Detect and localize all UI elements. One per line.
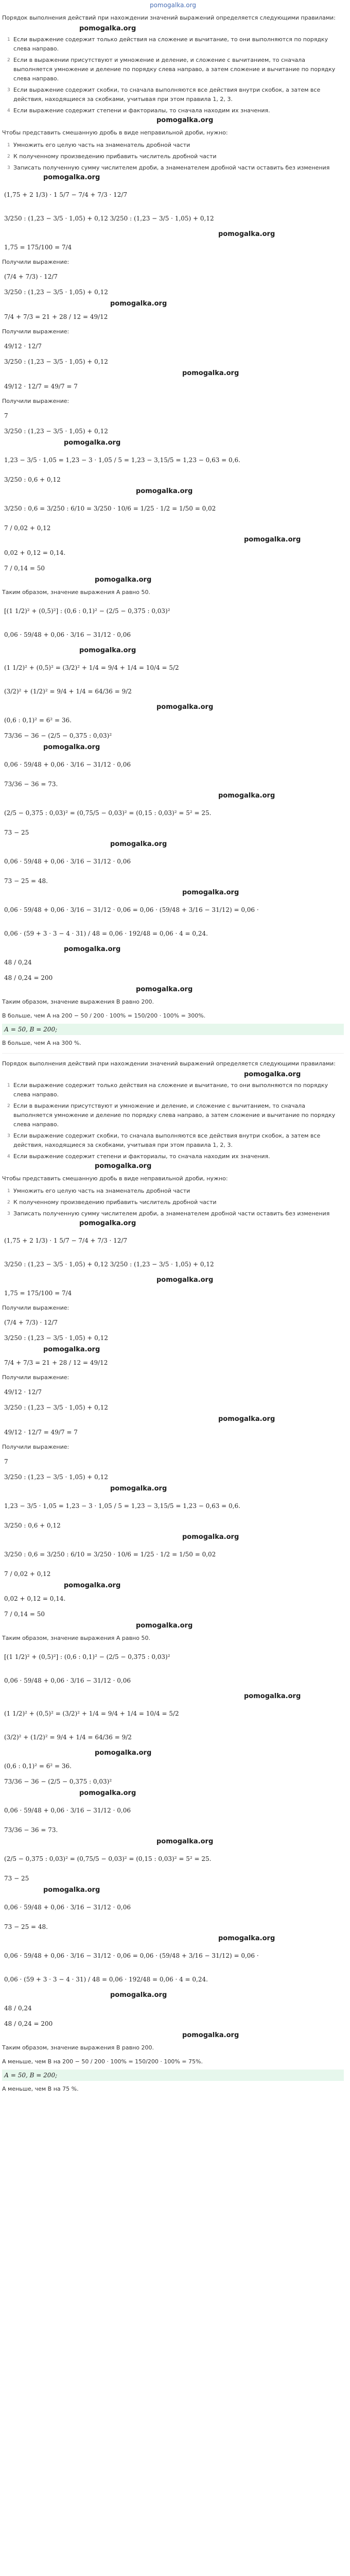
answer-note: В больше, чем А на 300 %. (2, 1040, 81, 1046)
got-expression: Получили выражение: (2, 1304, 69, 1311)
watermark-text: pomogalka.org (218, 230, 275, 238)
equation-line: 7 (4, 1458, 8, 1465)
equation-line: 0,06 · 59/48 + 0,06 · 3/16 − 31/12 · 0,06 (4, 631, 131, 638)
equation-line: 49/12 · 12/7 (4, 1388, 42, 1396)
rule-item: 2 Если в выражении присутствуют и умножение и деление, и сложение с вычитанием, то сначала выполняется умножение и деление по порядку слева направо, а затем сложение и вычитание по порядку слева направо. (7, 1103, 336, 1128)
equation-line: 3/250 : (1,23 − 3/5 · 1,05) + 0,12 3/250 : (1,23 − 3/5 · 1,05) + 0,12 (4, 1261, 214, 1268)
watermark-line (2, 792, 344, 801)
watermark-text: pomogalka.org (182, 889, 239, 896)
watermark-text: pomogalka.org (110, 840, 167, 848)
mixed-intro: Чтобы представить смешанную дробь в виде неправильной дроби, нужно: (2, 129, 228, 136)
watermark-text: pomogalka.org (218, 792, 275, 800)
watermark-line (2, 1582, 344, 1591)
equation-line: 73/36 − 36 − (2/5 − 0,375 : 0,03)² (4, 732, 112, 739)
section-divider (2, 1053, 344, 1054)
watermark-line (2, 1749, 344, 1758)
equation-line: 3/250 : (1,23 − 3/5 · 1,05) + 0,12 (4, 1334, 108, 1342)
equation-line: 0,06 · 59/48 + 0,06 · 3/16 − 31/12 · 0,06 = 0,06 · (59/48 + 3/16 − 31/12) = 0,06 · (4, 1952, 259, 1959)
equation-line: 1,23 − 3/5 · 1,05 = 1,23 − 3 · 1,05 / 5 = 1,23 − 3,15/5 = 1,23 − 0,63 = 0,6. (4, 456, 240, 464)
equation-line: 73 − 25 = 48. (4, 877, 48, 885)
site-header[interactable]: pomogalka.org (150, 2, 196, 9)
watermark-line (2, 1276, 344, 1285)
equation-line: (1 1/2)² + (0,5)² = (3/2)² + 1/4 = 9/4 + 1/4 = 10/4 = 5/2 (4, 1710, 179, 1717)
watermark-line (2, 703, 344, 713)
result-b: Таким образом, значение выражения В равно 200. (2, 2044, 154, 2051)
watermark-line (2, 439, 344, 448)
rules-list (2, 1080, 344, 1162)
rule-bullet: 1 (7, 1189, 10, 1194)
equation-line: 7 / 0,02 + 0,12 (4, 1570, 51, 1578)
rule-bullet: 4 (7, 1154, 10, 1159)
watermark-text: pomogalka.org (244, 1692, 301, 1700)
watermark-text: pomogalka.org (43, 743, 100, 751)
watermark-text: pomogalka.org (64, 439, 121, 447)
watermark-line (2, 743, 344, 753)
rule-bullet: 3 (7, 165, 10, 171)
equation-line: 48 / 0,24 (4, 2005, 32, 2012)
watermark-line (2, 1346, 344, 1355)
watermark-text: pomogalka.org (43, 1886, 100, 1894)
equation-line: 0,06 · 59/48 + 0,06 · 3/16 − 31/12 · 0,06 (4, 858, 131, 865)
rule-bullet: 2 (7, 58, 10, 63)
watermark-text: pomogalka.org (218, 1415, 275, 1423)
solution-content (2, 11, 344, 2096)
equation-line: 0,06 · 59/48 + 0,06 · 3/16 − 31/12 · 0,06 = 0,06 · (59/48 + 3/16 − 31/12) = 0,06 · (4, 906, 259, 913)
got-expression: Получили выражение: (2, 328, 69, 335)
rule-bullet: 3 (7, 1211, 10, 1216)
rule-bullet: 2 (7, 154, 10, 159)
mixed-rules-list (2, 1185, 344, 1219)
rule-item: 1 Если выражение содержит только действия на сложение и вычитание, то они выполняются по порядку слева направо. (7, 1082, 328, 1098)
equation-line: 7 / 0,14 = 50 (4, 565, 45, 572)
mixed-rule-item: 2 К полученному произведению прибавить числитель дробной части (7, 1197, 344, 1208)
equation-line: 48 / 0,24 (4, 959, 32, 966)
equation-line: 1,75 = 175/100 = 7/4 (4, 1290, 72, 1297)
result-a: Таким образом, значение выражения А равно 50. (2, 1635, 150, 1641)
watermark-line (2, 1838, 344, 1847)
result-b: Таким образом, значение выражения В равно 200. (2, 998, 154, 1005)
watermark-line (2, 1415, 344, 1425)
equation-line: 73/36 − 36 = 73. (4, 1826, 58, 1834)
watermark-line (2, 25, 344, 34)
equation-line: 0,06 · 59/48 + 0,06 · 3/16 − 31/12 · 0,06 (4, 1677, 131, 1684)
result-a: Таким образом, значение выражения А равно 50. (2, 589, 150, 596)
equation-line: 1,23 − 3/5 · 1,05 = 1,23 − 3 · 1,05 / 5 = 1,23 − 3,15/5 = 1,23 − 0,63 = 0,6. (4, 1502, 240, 1510)
intro-text: Порядок выполнения действий при нахождении значений выражений определяется следующими правилами: (2, 14, 336, 21)
rule-bullet: 3 (7, 88, 10, 93)
equation-line: (0,6 : 0,1)² = 6² = 36. (4, 1762, 72, 1770)
watermark-line (2, 1071, 344, 1080)
equation-line: (7/4 + 7/3) · 12/7 (4, 273, 58, 280)
watermark-text: pomogalka.org (64, 945, 121, 953)
watermark-line (2, 986, 344, 995)
watermark-text: pomogalka.org (136, 1622, 193, 1630)
mixed-intro: Чтобы представить смешанную дробь в виде неправильной дроби, нужно: (2, 1175, 228, 1182)
watermark-line (2, 1162, 344, 1172)
rule-item: 4 Если выражение содержит степени и факториалы, то сначала находим их значения. (7, 1151, 344, 1162)
watermark-line (2, 536, 344, 545)
equation-line: 0,06 · 59/48 + 0,06 · 3/16 − 31/12 · 0,06 (4, 761, 131, 768)
watermark-line (2, 1886, 344, 1895)
watermark-line (2, 369, 344, 379)
watermark-line (2, 889, 344, 898)
watermark-text: pomogalka.org (43, 1346, 100, 1353)
equation-line: 73/36 − 36 − (2/5 − 0,375 : 0,03)² (4, 1778, 112, 1785)
equation-line: (3/2)² + (1/2)² = 9/4 + 1/4 = 64/36 = 9/2 (4, 1734, 132, 1741)
equation-line: (7/4 + 7/3) · 12/7 (4, 1319, 58, 1326)
equation-line: 7 / 0,02 + 0,12 (4, 524, 51, 532)
mixed-rule-item: 1 Умножить его целую часть на знаменатель дробной части (7, 140, 344, 151)
equation-line: 7 (4, 412, 8, 419)
watermark-line (2, 174, 344, 183)
answer-box: А = 50, В = 200; (2, 1024, 344, 1035)
equation-line: 7/4 + 7/3 = 21 + 28 / 12 = 49/12 (4, 1359, 108, 1366)
rule-bullet: 1 (7, 37, 10, 42)
watermark-line (2, 576, 344, 585)
rule-bullet: 4 (7, 108, 10, 113)
watermark-text: pomogalka.org (110, 1991, 167, 1999)
watermark-line (2, 1789, 344, 1799)
equation-line: (1,75 + 2 1/3) · 1 5/7 − 7/4 + 7/3 · 12/7 (4, 1237, 128, 1244)
equation-line: 3/250 : 0,6 = 3/250 : 6/10 = 3/250 · 10/6 = 1/25 · 1/2 = 1/50 = 0,02 (4, 505, 216, 512)
rule-item: 4 Если выражение содержит степени и факториалы, то сначала находим их значения. (7, 105, 344, 116)
equation-line: 73 − 25 (4, 1875, 29, 1882)
watermark-line (2, 116, 344, 126)
watermark-text: pomogalka.org (136, 986, 193, 993)
equation-line: 3/250 : (1,23 − 3/5 · 1,05) + 0,12 (4, 1473, 108, 1481)
rules-list (2, 34, 344, 116)
rule-item: 3 Если выражение содержит скобки, то сначала выполняются все действия внутри скобок, а затем все действия, находящиеся за скобками, учитывая при этом правила 1, 2, 3. (7, 1132, 321, 1148)
watermark-text: pomogalka.org (110, 300, 167, 308)
watermark-text: pomogalka.org (156, 116, 214, 124)
watermark-line (2, 2031, 344, 2041)
comparison: А меньше, чем В на 200 − 50 / 200 · 100% = 150/200 · 100% = 75%. (2, 2058, 203, 2065)
equation-line: 0,06 · 59/48 + 0,06 · 3/16 − 31/12 · 0,06 (4, 1904, 131, 1911)
equation-line: 48 / 0,24 = 200 (4, 974, 53, 981)
rule-bullet: 1 (7, 143, 10, 148)
watermark-text: pomogalka.org (79, 25, 136, 32)
rule-bullet: 1 (7, 1083, 10, 1088)
mixed-rule-item: 1 Умножить его целую часть на знаменатель дробной части (7, 1185, 344, 1197)
watermark-line (2, 1485, 344, 1494)
equation-line: (2/5 − 0,375 : 0,03)² = (0,75/5 − 0,03)² = (0,15 : 0,03)² = 5² = 25. (4, 1855, 212, 1862)
watermark-line (2, 1219, 344, 1229)
equation-line: 49/12 · 12/7 = 49/7 = 7 (4, 1429, 78, 1436)
equation-line: 3/250 : (1,23 − 3/5 · 1,05) + 0,12 (4, 289, 108, 296)
solution-section (2, 1057, 344, 2096)
equation-line: (3/2)² + (1/2)² = 9/4 + 1/4 = 64/36 = 9/2 (4, 688, 132, 695)
watermark-line (2, 840, 344, 850)
watermark-line (2, 1991, 344, 2001)
rule-bullet: 2 (7, 1200, 10, 1205)
equation-line: 3/250 : 0,6 + 0,12 (4, 476, 61, 483)
comparison: В больше, чем А на 200 − 50 / 200 · 100% = 150/200 · 100% = 300%. (2, 1012, 206, 1019)
watermark-text: pomogalka.org (156, 1276, 214, 1284)
watermark-line (2, 647, 344, 656)
equation-line: 0,06 · 59/48 + 0,06 · 3/16 − 31/12 · 0,06 (4, 1807, 131, 1814)
watermark-text: pomogalka.org (64, 1582, 121, 1589)
watermark-line (2, 230, 344, 240)
answer-box: А = 50, В = 200; (2, 2070, 344, 2081)
watermark-line (2, 945, 344, 955)
got-expression: Получили выражение: (2, 1444, 69, 1450)
watermark-line (2, 1692, 344, 1702)
equation-line: 3/250 : (1,23 − 3/5 · 1,05) + 0,12 (4, 358, 108, 365)
equation-line: 1,75 = 175/100 = 7/4 (4, 244, 72, 251)
watermark-text: pomogalka.org (95, 1749, 152, 1757)
rule-item: 2 Если в выражении присутствуют и умножение и деление, и сложение с вычитанием, то сначала выполняется умножение и деление по порядку слева направо, а затем сложение и вычитание по порядку слева направо. (7, 57, 336, 82)
watermark-line (2, 1533, 344, 1543)
watermark-text: pomogalka.org (43, 174, 100, 181)
equation-line: 7 / 0,14 = 50 (4, 1611, 45, 1618)
equation-line: 73/36 − 36 = 73. (4, 781, 58, 788)
equation-line: [(1 1/2)² + (0,5)²] : (0,6 : 0,1)² − (2/5 − 0,375 : 0,03)² (4, 607, 170, 615)
mixed-rule-item: 2 К полученному произведению прибавить числитель дробной части (7, 151, 344, 162)
watermark-text: pomogalka.org (218, 1935, 275, 1942)
equation-line: 49/12 · 12/7 (4, 343, 42, 350)
watermark-text: pomogalka.org (79, 1789, 136, 1797)
rule-item: 1 Если выражение содержит только действия на сложение и вычитание, то они выполняются по порядку слева направо. (7, 36, 328, 52)
rule-bullet: 2 (7, 1104, 10, 1109)
equation-line: 0,06 · (59 + 3 · 3 − 4 · 31) / 48 = 0,06 · 192/48 = 0,06 · 4 = 0,24. (4, 1976, 208, 1983)
watermark-line (2, 487, 344, 497)
watermark-line (2, 1622, 344, 1631)
watermark-line (2, 300, 344, 309)
equation-line: 48 / 0,24 = 200 (4, 2020, 53, 2027)
equation-line: 7/4 + 7/3 = 21 + 28 / 12 = 49/12 (4, 313, 108, 320)
rule-bullet: 3 (7, 1133, 10, 1139)
watermark-text: pomogalka.org (79, 1219, 136, 1227)
equation-line: 3/250 : (1,23 − 3/5 · 1,05) + 0,12 (4, 428, 108, 435)
equation-line: (1 1/2)² + (0,5)² = (3/2)² + 1/4 = 9/4 + 1/4 = 10/4 = 5/2 (4, 664, 179, 671)
watermark-text: pomogalka.org (110, 1485, 167, 1493)
equation-line: (0,6 : 0,1)² = 6² = 36. (4, 717, 72, 724)
got-expression: Получили выражение: (2, 259, 69, 265)
equation-line: 0,02 + 0,12 = 0,14. (4, 1595, 66, 1602)
watermark-text: pomogalka.org (156, 1838, 214, 1845)
equation-line: 3/250 : (1,23 − 3/5 · 1,05) + 0,12 (4, 1404, 108, 1411)
watermark-line (2, 1935, 344, 1944)
got-expression: Получили выражение: (2, 1374, 69, 1381)
intro-text: Порядок выполнения действий при нахождении значений выражений определяется следующими правилами: (2, 1060, 336, 1067)
equation-line: 3/250 : 0,6 = 3/250 : 6/10 = 3/250 · 10/6 = 1/25 · 1/2 = 1/50 = 0,02 (4, 1551, 216, 1558)
mixed-rules-list (2, 140, 344, 174)
watermark-text: pomogalka.org (182, 369, 239, 377)
mixed-rule-item: 3 Записать полученную сумму числителем дроби, а знаменателем дробной части оставить без изменения (7, 1208, 344, 1219)
watermark-text: pomogalka.org (244, 536, 301, 544)
watermark-text: pomogalka.org (244, 1071, 301, 1078)
equation-line: 3/250 : 0,6 + 0,12 (4, 1522, 61, 1529)
equation-line: [(1 1/2)² + (0,5)²] : (0,6 : 0,1)² − (2/5 − 0,375 : 0,03)² (4, 1653, 170, 1660)
equation-line: 0,06 · (59 + 3 · 3 − 4 · 31) / 48 = 0,06 · 192/48 = 0,06 · 4 = 0,24. (4, 930, 208, 937)
solution-section (2, 11, 344, 1054)
equation-line: (1,75 + 2 1/3) · 1 5/7 − 7/4 + 7/3 · 12/7 (4, 191, 128, 198)
watermark-text: pomogalka.org (182, 2031, 239, 2039)
watermark-text: pomogalka.org (182, 1533, 239, 1541)
equation-line: 0,02 + 0,12 = 0,14. (4, 549, 66, 556)
watermark-text: pomogalka.org (156, 703, 214, 711)
watermark-text: pomogalka.org (95, 1162, 152, 1170)
watermark-text: pomogalka.org (95, 576, 152, 584)
got-expression: Получили выражение: (2, 398, 69, 404)
mixed-rule-item: 3 Записать полученную сумму числителем дроби, а знаменателем дробной части оставить без изменения (7, 162, 344, 174)
watermark-text: pomogalka.org (79, 647, 136, 654)
watermark-text: pomogalka.org (136, 487, 193, 495)
equation-line: 73 − 25 (4, 829, 29, 836)
equation-line: (2/5 − 0,375 : 0,03)² = (0,75/5 − 0,03)² = (0,15 : 0,03)² = 5² = 25. (4, 809, 212, 817)
answer-note: А меньше, чем В на 75 %. (2, 2086, 79, 2092)
equation-line: 73 − 25 = 48. (4, 1923, 48, 1930)
equation-line: 3/250 : (1,23 − 3/5 · 1,05) + 0,12 3/250 : (1,23 − 3/5 · 1,05) + 0,12 (4, 215, 214, 222)
rule-item: 3 Если выражение содержит скобки, то сначала выполняются все действия внутри скобок, а затем все действия, находящиеся за скобками, учитывая при этом правила 1, 2, 3. (7, 87, 321, 103)
equation-line: 49/12 · 12/7 = 49/7 = 7 (4, 383, 78, 390)
